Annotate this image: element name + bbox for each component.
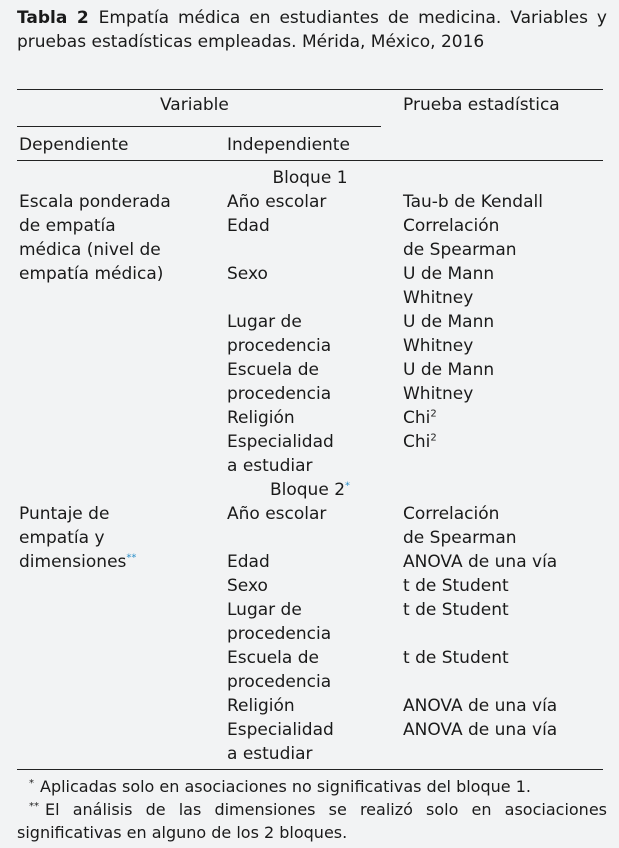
footnote-mark: **	[29, 800, 39, 812]
bloque2-independent-variable: procedencia	[227, 624, 332, 644]
bloque2-statistical-test: t de Student	[403, 576, 509, 596]
bloque2-independent-variable: Escuela de	[227, 648, 319, 668]
bloque1-independent-variable: procedencia	[227, 336, 332, 356]
header-rule	[17, 160, 603, 161]
bottom-rule	[17, 769, 603, 770]
bloque1-statistical-test: Correlación	[403, 216, 500, 236]
bloque1-independent-variable: Año escolar	[227, 192, 327, 212]
header-prueba: Prueba estadística	[403, 95, 560, 115]
header-dependiente: Dependiente	[19, 135, 129, 155]
bloque1-statistical-test: Tau-b de Kendall	[403, 192, 543, 212]
bloque2-heading	[17, 478, 603, 502]
bloque1-statistical-test: Chi$^2$	[403, 408, 437, 428]
bloque2-independent-variable: Lugar de	[227, 600, 302, 620]
bloque1-independent-variable: Edad	[227, 216, 270, 236]
bloque2-dependent-line: empatía y	[19, 528, 105, 548]
footnote-text: El análisis de las dimensiones se realizó solo en asociaciones significativas en alguno de los 2 bloques.	[17, 800, 607, 842]
bloque2-dependent-line: Puntaje de	[19, 504, 110, 524]
bloque1-statistical-test: Whitney	[403, 384, 474, 404]
bloque1-independent-variable: Religión	[227, 408, 295, 428]
variable-rule	[17, 126, 381, 127]
bloque1-independent-variable: Especialidad	[227, 432, 334, 452]
bloque1-dependent-line: empatía médica)	[19, 264, 164, 284]
bloque1-statistical-test: U de Mann	[403, 360, 495, 380]
bloque2-dependent-footnote-mark: **	[126, 552, 137, 564]
bloque1-independent-variable: Lugar de	[227, 312, 302, 332]
bloque1-statistical-test: de Spearman	[403, 240, 517, 260]
header-independiente: Independiente	[227, 135, 350, 155]
bloque1-dependent-line: Escala ponderada	[19, 192, 171, 212]
bloque1-statistical-test: U de Mann	[403, 264, 495, 284]
bloque2-statistical-test: ANOVA de una vía	[403, 720, 558, 740]
table-title: Empatía médica en estudiantes de medicina. Variables y pruebas estadísticas empleadas. Mérida, México, 2016	[17, 8, 607, 52]
bloque2-independent-variable: Edad	[227, 552, 270, 572]
bloque1-heading	[17, 166, 603, 190]
bloque1-independent-variable: Sexo	[227, 264, 268, 284]
bloque2-independent-variable: Religión	[227, 696, 295, 716]
bloque2-heading-text: Bloque 2	[269, 480, 346, 500]
bloque2-heading-footnote-mark: *	[345, 480, 351, 492]
bloque1-independent-variable: Escuela de	[227, 360, 319, 380]
footnote-text: Aplicadas solo en asociaciones no significativas del bloque 1.	[40, 777, 531, 796]
bloque2-independent-variable: Sexo	[227, 576, 268, 596]
bloque2-independent-variable: a estudiar	[227, 744, 313, 764]
bloque1-heading-text: Bloque 1	[272, 168, 348, 188]
bloque1-independent-variable: a estudiar	[227, 456, 313, 476]
bloque1-statistical-test: Whitney	[403, 336, 474, 356]
bloque1-statistical-test: Whitney	[403, 288, 474, 308]
bloque2-independent-variable: Año escolar	[227, 504, 327, 524]
bloque2-dependent-line: dimensiones**	[19, 552, 137, 572]
bloque2-statistical-test: t de Student	[403, 648, 509, 668]
table-caption	[17, 6, 607, 54]
footnote-mark: *	[29, 777, 34, 789]
footnote	[17, 798, 607, 844]
bloque1-statistical-test: U de Mann	[403, 312, 495, 332]
bloque2-statistical-test: de Spearman	[403, 528, 517, 548]
bloque1-test-superscript: 2	[430, 408, 437, 420]
bloque1-statistical-test: Chi$^2$	[403, 432, 437, 452]
header-variable: Variable	[160, 95, 229, 115]
table-label: Tabla 2	[17, 8, 89, 28]
bloque2-statistical-test: ANOVA de una vía	[403, 696, 558, 716]
bloque2-statistical-test: Correlación	[403, 504, 500, 524]
footnote	[17, 775, 607, 798]
bloque1-test-superscript: 2	[430, 432, 437, 444]
bloque1-dependent-line: médica (nivel de	[19, 240, 161, 260]
bloque2-independent-variable: Especialidad	[227, 720, 334, 740]
bloque2-statistical-test: ANOVA de una vía	[403, 552, 558, 572]
bloque1-dependent-line: de empatía	[19, 216, 116, 236]
bloque2-independent-variable: procedencia	[227, 672, 332, 692]
top-rule	[17, 89, 603, 90]
bloque2-statistical-test: t de Student	[403, 600, 509, 620]
bloque1-independent-variable: procedencia	[227, 384, 332, 404]
